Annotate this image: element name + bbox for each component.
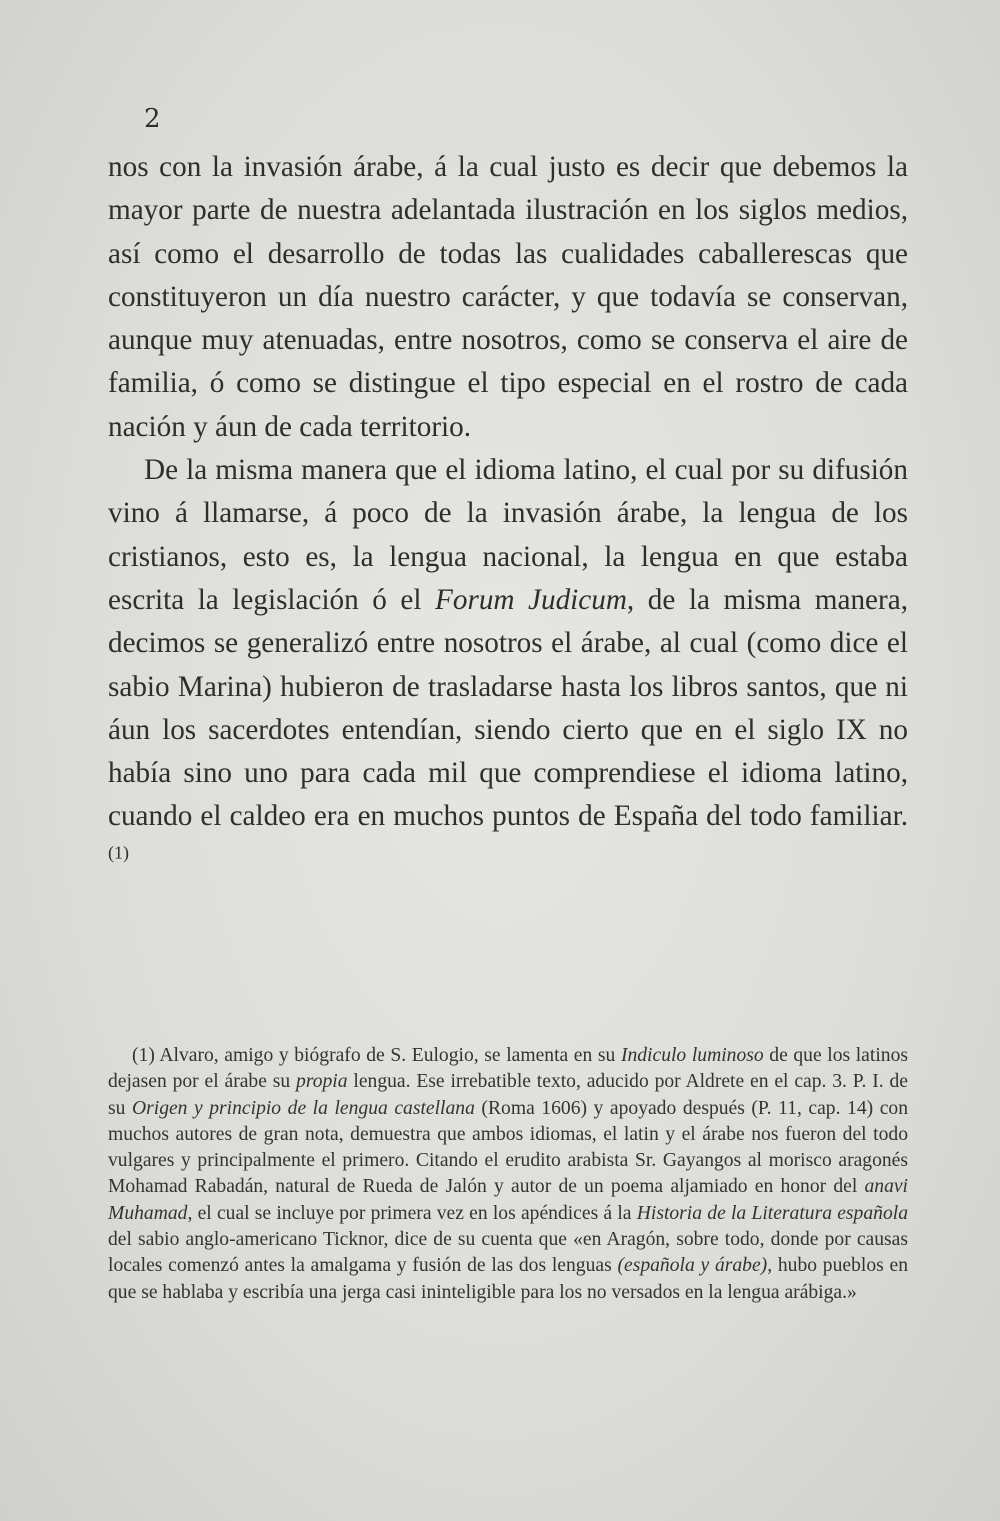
- footnote: [108, 1043, 908, 1306]
- page-number: 2: [144, 104, 161, 134]
- footnote-run: lengua. Ese irrebatible texto, aducido por Aldrete en el cap. 3. P. I. de su: [108, 1071, 908, 1119]
- footnote-run: (1) Alvaro, amigo y biógrafo de S. Eulogio, se lamenta en su: [132, 1045, 621, 1066]
- footnote-run: , el cual se incluye por primera vez en los apéndices á la: [187, 1202, 637, 1224]
- footnote-italic-origen: Origen y principio de la lengua castellana: [131, 1097, 475, 1119]
- forum-judicum-title: Forum Judicum: [435, 583, 627, 616]
- footnote-run: del sabio anglo-americano Ticknor, dice de su cuenta que «en Aragón, sobre todo, donde por causas locales comenzó antes la amalgama y fusión de las dos lenguas: [108, 1229, 908, 1277]
- paragraph-2-part-a: De la misma manera que el idioma latino, el cual por su difusión vino á llamarse, á poco de la invasión árabe, la lengua de los cristianos, esto es, la lengua nacional, la lengua en que estaba escrita la legislación ó el: [108, 454, 908, 616]
- footnote-italic-propia: propia: [296, 1071, 348, 1093]
- paragraph-2-part-b: , de la misma manera, decimos se generalizó entre nosotros el árabe, al cual (como dice el sabio Marina) hubieron de trasladarse hasta los libros santos, que ni áun los sacerdotes entendían, siendo cierto que en el siglo IX no había sino uno para cada mil que comprendiese el idioma latino, cuando el caldeo era en muchos puntos de España del todo familiar.: [108, 583, 908, 833]
- paragraph-2: [108, 449, 908, 882]
- paragraph-1: nos con la invasión árabe, á la cual justo es decir que debemos la mayor parte de nuestra adelantada ilustración en los siglos medios, así como el desarrollo de todas las cualidades caballerescas que constituyeron un día nuestro carácter, y que todavía se conservan, aunque muy atenuadas, entre nosotros, como se conserva el aire de familia, ó como se distingue el tipo especial en el rostro de cada nación y áun de cada territorio.: [108, 151, 908, 443]
- footnote-text: [108, 1043, 908, 1306]
- footnote-italic-anavi: anavi Muhamad: [108, 1176, 908, 1224]
- footnote-run: de que los latinos dejasen por el árabe su: [108, 1045, 908, 1093]
- footnote-italic-indiculo: Indiculo luminoso: [620, 1045, 764, 1066]
- footnote-reference[interactable]: (1): [108, 842, 129, 863]
- footnote-italic-historia: Historia de la Literatura española: [636, 1202, 908, 1224]
- footnote-italic-lenguas: (española y árabe): [617, 1255, 768, 1277]
- main-text: [108, 146, 908, 882]
- footnote-run: , hubo pueblos en que se hablaba y escribía una jerga casi ininteligible para los no versados en la lengua arábiga.»: [108, 1255, 909, 1303]
- footnote-run: (Roma 1606) y apoyado después (P. 11, cap. 14) con muchos autores de gran nota, demuestra que ambos idiomas, el latin y el árabe nos fueron del todo vulgares y principalmente el primero. Citando el erudito arabista Sr. Gayangos al morisco aragonés Mohamad Rabadán, natural de Rueda de Jalón y autor de un poema aljamiado en honor del: [108, 1097, 908, 1198]
